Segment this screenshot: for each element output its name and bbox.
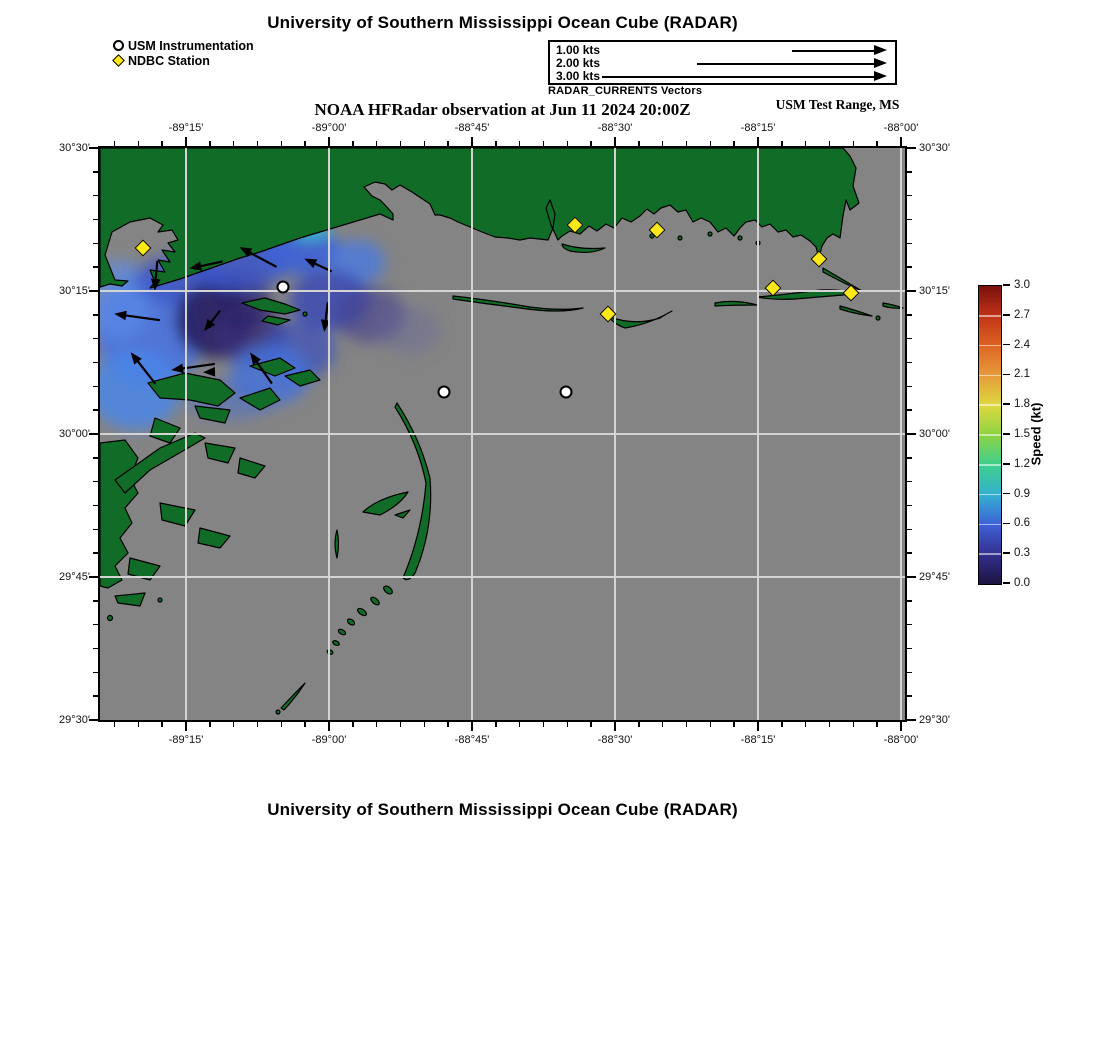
colorbar-tick-inner (979, 404, 1001, 406)
axis-tick (907, 171, 912, 173)
axis-tick (757, 722, 759, 731)
axis-tick (114, 141, 116, 146)
lat-tick-label-right: 30°30' (919, 142, 950, 154)
axis-tick (907, 529, 912, 531)
axis-tick (900, 722, 902, 731)
axis-tick (328, 722, 330, 731)
colorbar-tick-label: 0.9 (1014, 487, 1030, 500)
axis-tick (471, 137, 473, 146)
ndbc-station-icon (112, 54, 125, 67)
axis-tick (781, 141, 783, 146)
symbol-legend (113, 38, 254, 68)
axis-tick (662, 141, 664, 146)
lon-tick-label-bottom: -88°45' (454, 734, 490, 746)
axis-tick (471, 722, 473, 731)
island (335, 530, 339, 558)
usm-instrumentation-marker (277, 281, 290, 294)
axis-tick (495, 722, 497, 727)
lon-tick-label-bottom: -88°00' (883, 734, 919, 746)
axis-tick (686, 141, 688, 146)
axis-tick (614, 722, 616, 731)
axis-tick (424, 722, 426, 727)
vector-scale-label: 2.00 kts (556, 56, 601, 70)
marsh (115, 593, 145, 606)
island (363, 492, 408, 515)
lat-tick-label-right: 30°00' (919, 428, 950, 440)
axis-tick (907, 672, 912, 674)
axis-tick (519, 722, 521, 727)
colorbar-tick-label: 1.5 (1014, 428, 1030, 440)
axis-tick (907, 314, 912, 316)
colorbar-tick-inner (979, 315, 1001, 317)
axis-tick (590, 722, 592, 727)
vector-scale-arrowhead (874, 45, 887, 55)
lon-tick-label-top: -89°00' (311, 122, 347, 134)
chandeleur-islands (395, 403, 431, 580)
axis-tick (638, 141, 640, 146)
lon-tick-label-bottom: -88°30' (597, 734, 633, 746)
vector-scale-line (792, 50, 876, 52)
axis-tick (93, 624, 98, 626)
axis-tick (614, 137, 616, 146)
axis-tick (907, 243, 912, 245)
axis-tick (567, 141, 569, 146)
colorbar-tick-inner (979, 524, 1001, 526)
axis-tick (93, 243, 98, 245)
axis-tick (567, 722, 569, 727)
colorbar-tick (1003, 344, 1010, 346)
vector-scale-label: 1.00 kts (556, 43, 601, 57)
axis-tick (733, 141, 735, 146)
usm-instrumentation-marker (560, 386, 573, 399)
colorbar-tick-inner (979, 464, 1001, 466)
lon-tick-label-top: -88°45' (454, 122, 490, 134)
axis-tick (93, 219, 98, 221)
axis-tick (907, 648, 912, 650)
colorbar-tick (1003, 284, 1010, 286)
island (823, 268, 862, 291)
gridline-parallel (100, 576, 905, 578)
axis-tick (543, 722, 545, 727)
colorbar-tick (1003, 433, 1010, 435)
colorbar-tick-inner (979, 345, 1001, 347)
gridline-parallel (100, 290, 905, 292)
colorbar-tick-label: 2.7 (1014, 308, 1030, 321)
vector-scale-line (602, 76, 876, 78)
colorbar-tick-label: 3.0 (1014, 279, 1030, 291)
marsh (198, 528, 230, 548)
colorbar-tick-label: 2.4 (1014, 338, 1030, 351)
island (715, 301, 757, 306)
island (562, 244, 605, 252)
island (281, 683, 305, 710)
colorbar-tick (1003, 552, 1010, 554)
axis-tick (257, 722, 259, 727)
lon-tick-label-top: -89°15' (168, 122, 204, 134)
lon-tick-label-top: -88°15' (740, 122, 776, 134)
axis-tick (328, 137, 330, 146)
axis-tick (447, 722, 449, 727)
axis-tick (400, 141, 402, 146)
vector-scale-caption: RADAR_CURRENTS Vectors (548, 85, 703, 97)
axis-tick (907, 362, 912, 364)
colorbar-tick-inner (979, 494, 1001, 496)
lat-tick-label-left: 30°30' (59, 142, 90, 154)
axis-tick (907, 719, 916, 721)
axis-tick (93, 505, 98, 507)
legend-item-usm (113, 38, 254, 53)
axis-tick (233, 141, 235, 146)
axis-tick (93, 552, 98, 554)
colorbar-tick (1003, 403, 1010, 405)
axis-tick (281, 722, 283, 727)
axis-tick (93, 695, 98, 697)
axis-tick (400, 722, 402, 727)
marsh (238, 458, 265, 478)
axis-tick (907, 386, 912, 388)
axis-tick (233, 722, 235, 727)
axis-tick (161, 722, 163, 727)
axis-tick (829, 141, 831, 146)
axis-tick (93, 648, 98, 650)
colorbar-tick (1003, 463, 1010, 465)
axis-tick (686, 722, 688, 727)
current-vector (203, 367, 215, 377)
axis-tick (93, 457, 98, 459)
axis-tick (907, 409, 912, 411)
axis-tick (876, 722, 878, 727)
axis-tick (876, 141, 878, 146)
axis-tick (907, 552, 912, 554)
colorbar-tick-label: 0.3 (1014, 547, 1030, 560)
vector-scale-row (550, 44, 895, 57)
axis-tick (907, 266, 912, 268)
axis-tick (907, 338, 912, 340)
vector-scale-line (697, 63, 876, 65)
axis-tick (447, 141, 449, 146)
usm-instrumentation-marker (438, 386, 451, 399)
axis-tick (900, 137, 902, 146)
range-label: USM Test Range, MS (775, 97, 900, 112)
land-layer (100, 148, 903, 714)
lat-tick-label-left: 30°15' (59, 285, 90, 297)
lat-tick-label-left: 29°45' (59, 571, 90, 583)
axis-tick (138, 141, 140, 146)
colorbar-tick (1003, 374, 1010, 376)
mainland (100, 148, 859, 288)
colorbar-tick (1003, 582, 1010, 584)
axis-tick (89, 576, 98, 578)
lon-tick-label-bottom: -89°00' (311, 734, 347, 746)
colorbar-tick-label: 0.0 (1014, 577, 1030, 589)
colorbar-tick-label: 2.1 (1014, 368, 1030, 381)
map-canvas (100, 148, 905, 720)
lon-tick-label-bottom: -88°15' (740, 734, 776, 746)
axis-tick (93, 481, 98, 483)
axis-tick (376, 141, 378, 146)
vector-scale-row (550, 70, 895, 83)
axis-tick (161, 141, 163, 146)
axis-tick (185, 722, 187, 731)
axis-tick (853, 722, 855, 727)
axis-tick (662, 722, 664, 727)
lat-tick-label-left: 29°30' (59, 714, 90, 726)
axis-tick (907, 505, 912, 507)
axis-tick (907, 433, 916, 435)
colorbar-tick-inner (979, 553, 1001, 555)
axis-tick (93, 314, 98, 316)
axis-tick (907, 600, 912, 602)
axis-tick (907, 457, 912, 459)
colorbar-tick-inner (979, 434, 1001, 436)
colorbar-tick-label: 1.8 (1014, 398, 1030, 411)
legend-item-label: USM Instrumentation (128, 38, 254, 53)
axis-tick (257, 141, 259, 146)
axis-tick (907, 195, 912, 197)
axis-tick (93, 195, 98, 197)
axis-tick (93, 600, 98, 602)
axis-tick (781, 722, 783, 727)
axis-tick (907, 481, 912, 483)
axis-tick (93, 171, 98, 173)
speed-colorbar (978, 285, 1002, 585)
lon-tick-label-bottom: -89°15' (168, 734, 204, 746)
axis-tick (209, 722, 211, 727)
axis-tick (907, 219, 912, 221)
island (610, 311, 672, 328)
axis-tick (93, 386, 98, 388)
axis-tick (424, 141, 426, 146)
axis-tick (304, 722, 306, 727)
axis-tick (89, 290, 98, 292)
axis-tick (907, 695, 912, 697)
lon-tick-label-top: -88°00' (883, 122, 919, 134)
axis-tick (185, 137, 187, 146)
axis-tick (93, 529, 98, 531)
colorbar-tick-inner (979, 375, 1001, 377)
axis-tick (93, 362, 98, 364)
lat-tick-label-left: 30°00' (59, 428, 90, 440)
axis-tick (93, 338, 98, 340)
colorbar-tick (1003, 523, 1010, 525)
page-title: University of Southern Mississippi Ocean Cube (RADAR) (267, 13, 738, 32)
axis-tick (304, 141, 306, 146)
axis-tick (138, 722, 140, 727)
colorbar-tick (1003, 493, 1010, 495)
gridline-parallel (100, 433, 905, 435)
lat-tick-label-right: 30°15' (919, 285, 950, 297)
island (840, 306, 872, 316)
lat-tick-label-right: 29°30' (919, 714, 950, 726)
vector-scale-arrowhead (874, 58, 887, 68)
axis-tick (352, 722, 354, 727)
colorbar-tick-label: 0.6 (1014, 517, 1030, 530)
axis-tick (89, 433, 98, 435)
legend-item-ndbc (113, 53, 254, 68)
marsh (205, 443, 235, 463)
colorbar-tick (1003, 314, 1010, 316)
usm-instrumentation-icon (113, 40, 124, 51)
map-frame (98, 146, 907, 722)
axis-tick (757, 137, 759, 146)
axis-tick (93, 266, 98, 268)
colorbar-tick-label: 1.2 (1014, 457, 1030, 470)
axis-tick (638, 722, 640, 727)
vector-scale-box (548, 40, 897, 85)
lon-tick-label-top: -88°30' (597, 122, 633, 134)
axis-tick (209, 141, 211, 146)
axis-tick (907, 290, 916, 292)
vector-scale-label: 3.00 kts (556, 69, 601, 83)
axis-tick (89, 719, 98, 721)
footer-title: University of Southern Mississippi Ocean Cube (RADAR) (267, 800, 738, 819)
marsh (150, 418, 180, 443)
legend-item-label: NDBC Station (128, 53, 210, 68)
axis-tick (376, 722, 378, 727)
vector-scale-row (550, 57, 895, 70)
lat-tick-label-right: 29°45' (919, 571, 950, 583)
axis-tick (543, 141, 545, 146)
colorbar-axis-label: Speed (kt) (1028, 402, 1044, 466)
axis-tick (93, 672, 98, 674)
axis-tick (907, 624, 912, 626)
axis-tick (907, 147, 916, 149)
observation-subtitle: NOAA HFRadar observation at Jun 11 2024 20:00Z (314, 100, 691, 119)
axis-tick (733, 722, 735, 727)
axis-tick (93, 409, 98, 411)
axis-tick (89, 147, 98, 149)
axis-tick (495, 141, 497, 146)
axis-tick (829, 722, 831, 727)
axis-tick (352, 141, 354, 146)
axis-tick (805, 141, 807, 146)
axis-tick (590, 141, 592, 146)
axis-tick (805, 722, 807, 727)
marsh (160, 503, 195, 526)
axis-tick (710, 722, 712, 727)
island (395, 510, 410, 518)
axis-tick (853, 141, 855, 146)
vector-scale-arrowhead (874, 71, 887, 81)
axis-tick (114, 722, 116, 727)
axis-tick (710, 141, 712, 146)
axis-tick (281, 141, 283, 146)
axis-tick (519, 141, 521, 146)
axis-tick (907, 576, 916, 578)
